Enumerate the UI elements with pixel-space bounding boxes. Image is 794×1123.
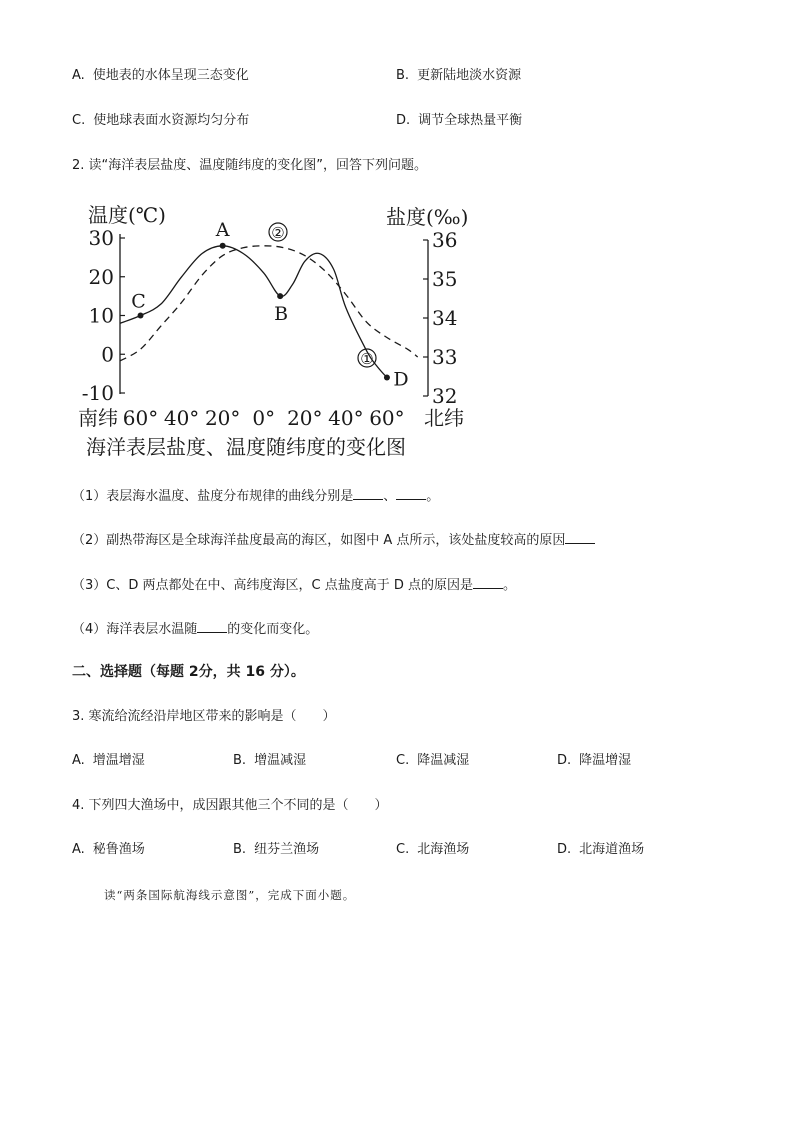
series-salinity-line	[120, 246, 418, 361]
left-axis-label: 温度(℃)	[88, 203, 166, 227]
option-text: 降温增湿	[579, 753, 632, 768]
right-tick-label: 32	[432, 384, 458, 408]
option-key: C.	[396, 842, 410, 857]
point-d-label: D	[393, 368, 409, 391]
x-tick-label: 40°	[328, 406, 364, 430]
salinity-temperature-chart	[74, 196, 474, 461]
option-text: 更新陆地淡水资源	[417, 68, 522, 83]
q4-prompt: 4. 下列四大渔场中，成因跟其他三个不同的是（ ）	[72, 798, 388, 813]
left-tick-label: -10	[81, 381, 114, 405]
right-axis-label: 盐度(‰)	[386, 205, 469, 229]
x-end-left-label: 南纬	[78, 406, 118, 430]
q1-option-a	[72, 67, 249, 85]
option-text: 降温减湿	[417, 753, 470, 768]
q2-sub1-sep: 、	[383, 489, 397, 504]
point-a-dot	[220, 243, 226, 249]
right-tick-label: 34	[432, 306, 458, 330]
option-text: 使地表的水体呈现三态变化	[92, 68, 249, 83]
q3-prompt: 3. 寒流给流经沿岸地区带来的影响是（ ）	[72, 709, 336, 724]
q2-sub2-text: （2）副热带海区是全球海洋盐度最高的海区，如图中 A 点所示，该处盐度较高的原因	[72, 533, 566, 548]
x-tick-label: 20°	[287, 406, 323, 430]
left-tick-group	[82, 226, 125, 405]
option-text: 调节全球热量平衡	[418, 113, 523, 128]
q4-option-d	[557, 841, 644, 859]
answer-blank[interactable]	[565, 530, 595, 544]
q2-sub4-text-end: 的变化而变化。	[227, 622, 319, 637]
left-tick-label: 0	[101, 342, 114, 367]
q2-sub3-end: 。	[502, 578, 516, 593]
q2-prompt: 2. 读“海洋表层盐度、温度随纬度的变化图”，回答下列问题。	[72, 158, 428, 173]
x-tick-label: 40°	[163, 406, 200, 430]
q1-option-d	[396, 112, 522, 130]
answer-blank[interactable]	[197, 619, 227, 633]
option-key: D.	[396, 113, 411, 128]
point-c-label: C	[131, 290, 146, 313]
section-2-title: 二、选择题（每题 2分，共 16 分）。	[72, 664, 305, 680]
answer-blank[interactable]	[396, 486, 426, 500]
left-tick-label: 30	[88, 226, 114, 250]
series-2-marker: ②	[271, 224, 285, 242]
option-text: 增温减湿	[254, 753, 307, 768]
series-temperature-line	[120, 246, 387, 378]
right-tick-label: 35	[432, 267, 458, 291]
option-text: 北海渔场	[417, 842, 470, 857]
series-1-marker: ①	[360, 350, 374, 368]
right-tick-label: 36	[432, 228, 458, 252]
option-key: B.	[396, 68, 410, 83]
option-text: 北海道渔场	[579, 842, 645, 857]
q2-sub1	[72, 486, 439, 506]
q3-option-c	[396, 752, 469, 770]
option-key: B.	[233, 753, 247, 768]
left-tick-label: 20	[88, 264, 114, 289]
q2-sub4	[72, 619, 318, 639]
q2-sub1-text: （1）表层海水温度、盐度分布规律的曲线分别是	[72, 489, 354, 504]
option-text: 使地球表面水资源均匀分布	[93, 113, 250, 128]
option-key: C.	[396, 753, 410, 768]
q1-option-b	[396, 67, 521, 85]
point-a-label: A	[215, 218, 230, 241]
x-tick-label: 60°	[369, 406, 405, 430]
x-end-right-label: 北纬	[424, 406, 464, 430]
q3-option-a	[72, 752, 145, 770]
q2-sub1-end: 。	[426, 489, 440, 504]
option-key: A.	[72, 753, 85, 768]
option-key: D.	[557, 842, 572, 857]
point-d-dot	[384, 375, 390, 381]
answer-blank[interactable]	[353, 486, 383, 500]
q4-option-a	[72, 841, 145, 859]
chart-title: 海洋表层盐度、温度随纬度的变化图	[86, 435, 406, 459]
q1-option-c	[72, 112, 249, 130]
right-tick-label: 33	[432, 345, 458, 369]
q4-option-b	[233, 841, 319, 859]
x-tick-group	[123, 406, 405, 430]
q3-option-b	[233, 752, 306, 770]
reading-note: 读“两条国际航海线示意图”，完成下面小题。	[104, 888, 356, 902]
option-key: C.	[72, 113, 86, 128]
q3-option-d	[557, 752, 631, 770]
point-c-dot	[138, 313, 144, 319]
option-key: D.	[557, 753, 572, 768]
option-text: 纽芬兰渔场	[254, 842, 320, 857]
point-b-label: B	[274, 303, 289, 326]
q2-sub3	[72, 575, 516, 595]
x-tick-label: 20°	[204, 406, 241, 430]
option-text: 秘鲁渔场	[92, 842, 145, 857]
option-key: A.	[72, 842, 85, 857]
q2-sub3-text: （3）C、D 两点都处在中、高纬度海区，C 点盐度高于 D 点的原因是	[72, 578, 473, 593]
option-key: B.	[233, 842, 247, 857]
point-b-dot	[277, 293, 283, 299]
q2-sub4-text: （4）海洋表层水温随	[72, 622, 198, 637]
option-text: 增温增湿	[92, 753, 145, 768]
x-tick-label: 0°	[252, 406, 276, 430]
q2-sub2	[72, 530, 595, 550]
q4-option-c	[396, 841, 469, 859]
left-tick-label: 10	[88, 303, 114, 328]
option-key: A.	[72, 68, 85, 83]
x-tick-label: 60°	[122, 406, 159, 430]
answer-blank[interactable]	[473, 575, 503, 589]
